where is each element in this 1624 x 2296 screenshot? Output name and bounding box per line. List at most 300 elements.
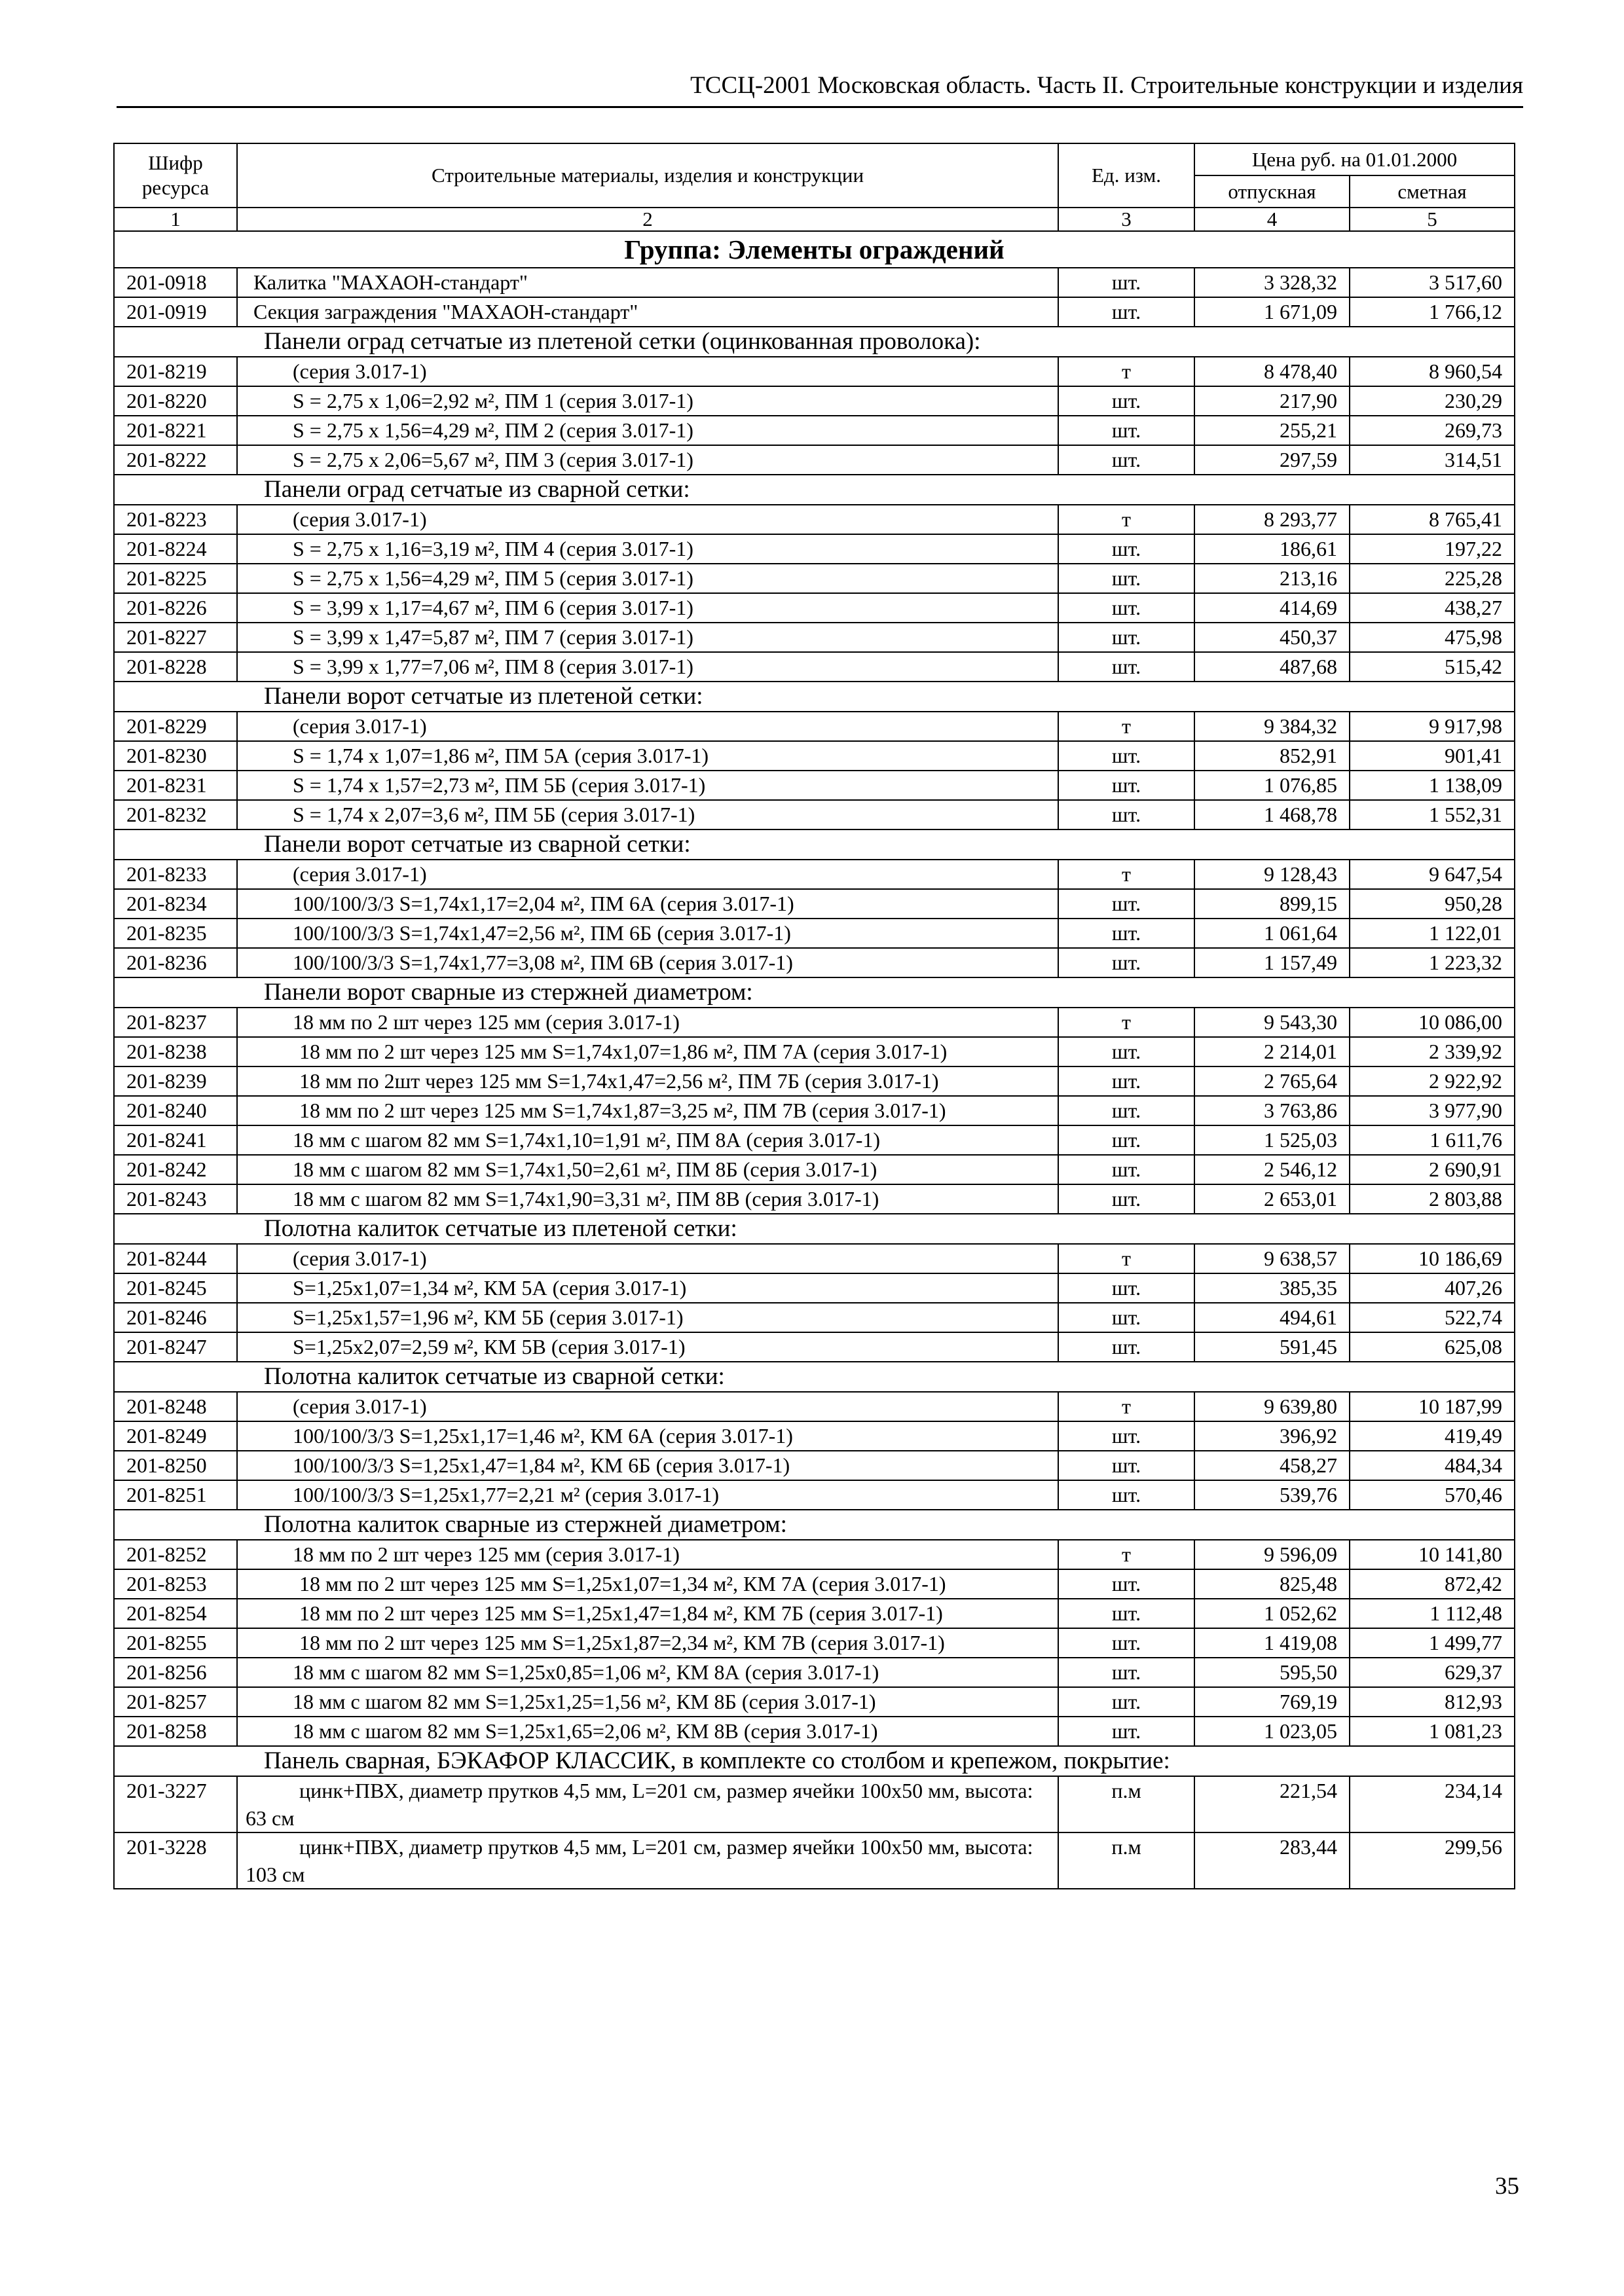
material-name-cell <box>237 1066 1058 1096</box>
resource-code: 201-8250 <box>114 1451 237 1480</box>
subgroup-title: Панели оград сетчатые из сварной сетки: <box>264 476 690 503</box>
table-row <box>114 771 1515 800</box>
release-price: 450,37 <box>1194 623 1350 652</box>
column-header-estimate-price: сметная <box>1350 175 1515 208</box>
estimate-price: 950,28 <box>1350 889 1515 919</box>
column-header-code: Шифр ресурса <box>114 143 237 208</box>
material-name-cell <box>237 948 1058 977</box>
unit: шт. <box>1058 297 1194 327</box>
material-name-cell <box>237 357 1058 386</box>
subgroup-row <box>114 1362 1515 1392</box>
estimate-price: 2 922,92 <box>1350 1066 1515 1096</box>
material-name: Калитка "МАХАОН-стандарт" <box>253 270 528 294</box>
unit: п.м <box>1058 1776 1194 1832</box>
table-row <box>114 1155 1515 1184</box>
estimate-price: 1 138,09 <box>1350 771 1515 800</box>
release-price: 2 765,64 <box>1194 1066 1350 1096</box>
estimate-price: 10 187,99 <box>1350 1392 1515 1421</box>
subgroup-row <box>114 977 1515 1008</box>
subgroup-row <box>114 475 1515 505</box>
release-price: 9 128,43 <box>1194 860 1350 889</box>
column-number: 3 <box>1058 208 1194 231</box>
estimate-price: 299,56 <box>1350 1832 1515 1889</box>
estimate-price: 234,14 <box>1350 1776 1515 1832</box>
material-name: Секция заграждения "МАХАОН-стандарт" <box>253 300 638 323</box>
table-row <box>114 1303 1515 1332</box>
table-row <box>114 1599 1515 1628</box>
release-price: 1 157,49 <box>1194 948 1350 977</box>
material-name-cell <box>237 386 1058 416</box>
subgroup-row <box>114 829 1515 860</box>
material-name-cell <box>237 593 1058 623</box>
material-name-cell <box>237 1273 1058 1303</box>
subgroup-cell <box>114 1510 1515 1540</box>
resource-code: 201-8224 <box>114 534 237 564</box>
material-name-cell <box>237 1776 1058 1832</box>
estimate-price: 625,08 <box>1350 1332 1515 1362</box>
subgroup-cell <box>114 977 1515 1008</box>
subgroup-cell <box>114 682 1515 712</box>
subgroup-cell <box>114 1214 1515 1244</box>
estimate-price: 8 960,54 <box>1350 357 1515 386</box>
subgroup-row <box>114 1214 1515 1244</box>
resource-code: 201-8249 <box>114 1421 237 1451</box>
unit: шт. <box>1058 416 1194 445</box>
table-row <box>114 652 1515 682</box>
unit: шт. <box>1058 1451 1194 1480</box>
resource-code: 201-8245 <box>114 1273 237 1303</box>
document-title: ТССЦ-2001 Московская область. Часть II. Строительные конструкции и изделия <box>690 72 1523 99</box>
unit: шт. <box>1058 1332 1194 1362</box>
release-price: 9 638,57 <box>1194 1244 1350 1273</box>
estimate-price: 197,22 <box>1350 534 1515 564</box>
material-name: S = 1,74 x 1,07=1,86 м², ПМ 5А (серия 3.017-1) <box>293 744 709 767</box>
estimate-price: 3 517,60 <box>1350 268 1515 297</box>
estimate-price: 484,34 <box>1350 1451 1515 1480</box>
table-row <box>114 1037 1515 1066</box>
material-name-cell <box>237 1096 1058 1125</box>
unit: т <box>1058 712 1194 741</box>
release-price: 8 478,40 <box>1194 357 1350 386</box>
unit: шт. <box>1058 1480 1194 1510</box>
estimate-price: 1 499,77 <box>1350 1628 1515 1658</box>
material-name: 100/100/3/3 S=1,74x1,77=3,08 м², ПМ 6В (серия 3.017-1) <box>293 951 793 974</box>
material-name-cell <box>237 1125 1058 1155</box>
table-row <box>114 534 1515 564</box>
resource-code: 201-8240 <box>114 1096 237 1125</box>
material-name-cell <box>237 652 1058 682</box>
subgroup-title: Панели оград сетчатые из плетеной сетки (оцинкованная проволока): <box>264 328 981 355</box>
table-row <box>114 1421 1515 1451</box>
subgroup-row <box>114 1510 1515 1540</box>
release-price: 2 653,01 <box>1194 1184 1350 1214</box>
estimate-price: 1 611,76 <box>1350 1125 1515 1155</box>
page-number: 35 <box>1495 2173 1519 2200</box>
estimate-price: 1 766,12 <box>1350 297 1515 327</box>
resource-code: 201-8223 <box>114 505 237 534</box>
release-price: 8 293,77 <box>1194 505 1350 534</box>
material-name-cell <box>237 1717 1058 1746</box>
resource-code: 201-8221 <box>114 416 237 445</box>
estimate-price: 812,93 <box>1350 1687 1515 1717</box>
estimate-price: 2 690,91 <box>1350 1155 1515 1184</box>
release-price: 385,35 <box>1194 1273 1350 1303</box>
table-row <box>114 505 1515 534</box>
column-header-price: Цена руб. на 01.01.2000 <box>1194 143 1515 175</box>
unit: шт. <box>1058 564 1194 593</box>
column-number-row <box>114 208 1515 231</box>
material-name-cell <box>237 445 1058 475</box>
column-header-release-price: отпускная <box>1194 175 1350 208</box>
release-price: 2 546,12 <box>1194 1155 1350 1184</box>
resource-code: 201-8251 <box>114 1480 237 1510</box>
subgroup-title: Полотна калиток сварные из стержней диаметром: <box>264 1511 787 1538</box>
release-price: 591,45 <box>1194 1332 1350 1362</box>
unit: шт. <box>1058 1184 1194 1214</box>
material-name-cell <box>237 623 1058 652</box>
resource-code: 201-8225 <box>114 564 237 593</box>
unit: шт. <box>1058 889 1194 919</box>
table-row <box>114 564 1515 593</box>
table-row <box>114 1832 1515 1889</box>
material-name: S=1,25x1,07=1,34 м², КМ 5А (серия 3.017-1) <box>293 1276 687 1300</box>
subgroup-cell <box>114 829 1515 860</box>
material-name-cell <box>237 297 1058 327</box>
unit: шт. <box>1058 623 1194 652</box>
table-row <box>114 712 1515 741</box>
table-row <box>114 1569 1515 1599</box>
material-name: 18 мм по 2 шт через 125 мм S=1,25x1,07=1,34 м², КМ 7А (серия 3.017-1) <box>299 1572 946 1595</box>
material-name: 18 мм с шагом 82 мм S=1,25x1,25=1,56 м², КМ 8Б (серия 3.017-1) <box>293 1690 876 1713</box>
release-price: 1 076,85 <box>1194 771 1350 800</box>
unit: шт. <box>1058 800 1194 829</box>
table-row <box>114 1392 1515 1421</box>
unit: шт. <box>1058 1066 1194 1096</box>
release-price: 899,15 <box>1194 889 1350 919</box>
material-name-cell <box>237 1451 1058 1480</box>
table-row <box>114 445 1515 475</box>
table-row <box>114 1066 1515 1096</box>
subgroup-cell <box>114 327 1515 357</box>
material-name-cell <box>237 1569 1058 1599</box>
material-name: 18 мм по 2 шт через 125 мм S=1,74x1,87=3,25 м², ПМ 7В (серия 3.017-1) <box>299 1099 946 1122</box>
resource-code: 201-8227 <box>114 623 237 652</box>
material-name: 18 мм с шагом 82 мм S=1,25x0,85=1,06 м², КМ 8А (серия 3.017-1) <box>293 1660 879 1684</box>
material-name: цинк+ПВХ, диаметр прутков 4,5 мм, L=201 см, размер ячейки 100x50 мм, высота: 103 см <box>246 1835 1033 1886</box>
release-price: 217,90 <box>1194 386 1350 416</box>
unit: шт. <box>1058 741 1194 771</box>
estimate-price: 8 765,41 <box>1350 505 1515 534</box>
estimate-price: 438,27 <box>1350 593 1515 623</box>
unit: шт. <box>1058 1569 1194 1599</box>
subgroup-title: Панель сварная, БЭКАФОР КЛАССИК, в комплекте со столбом и крепежом, покрытие: <box>264 1747 1170 1774</box>
release-price: 2 214,01 <box>1194 1037 1350 1066</box>
material-name: 100/100/3/3 S=1,25x1,47=1,84 м², КМ 6Б (серия 3.017-1) <box>293 1453 790 1477</box>
estimate-price: 10 186,69 <box>1350 1244 1515 1273</box>
estimate-price: 2 339,92 <box>1350 1037 1515 1066</box>
material-name: S=1,25x2,07=2,59 м², КМ 5В (серия 3.017-1) <box>293 1335 686 1358</box>
material-name-cell <box>237 1540 1058 1569</box>
table-row <box>114 1628 1515 1658</box>
material-name-cell <box>237 1392 1058 1421</box>
unit: шт. <box>1058 386 1194 416</box>
resource-code: 201-3228 <box>114 1832 237 1889</box>
material-name: S = 1,74 x 1,57=2,73 м², ПМ 5Б (серия 3.017-1) <box>293 773 706 797</box>
release-price: 825,48 <box>1194 1569 1350 1599</box>
material-name-cell <box>237 564 1058 593</box>
material-name: S=1,25x1,57=1,96 м², КМ 5Б (серия 3.017-1) <box>293 1305 684 1329</box>
material-name-cell <box>237 889 1058 919</box>
estimate-price: 230,29 <box>1350 386 1515 416</box>
material-name: S = 2,75 x 1,56=4,29 м², ПМ 2 (серия 3.017-1) <box>293 418 693 442</box>
group-title-row <box>114 231 1515 268</box>
material-name-cell <box>237 860 1058 889</box>
material-name-cell <box>237 1480 1058 1510</box>
estimate-price: 872,42 <box>1350 1569 1515 1599</box>
table-row <box>114 800 1515 829</box>
release-price: 1 468,78 <box>1194 800 1350 829</box>
subgroup-row <box>114 1746 1515 1776</box>
unit: шт. <box>1058 1599 1194 1628</box>
subgroup-title: Панели ворот сетчатые из сварной сетки: <box>264 831 691 858</box>
material-name-cell <box>237 1037 1058 1066</box>
column-number: 5 <box>1350 208 1515 231</box>
material-name: S = 3,99 x 1,17=4,67 м², ПМ 6 (серия 3.017-1) <box>293 596 693 619</box>
resource-code: 201-8230 <box>114 741 237 771</box>
resource-code: 201-8241 <box>114 1125 237 1155</box>
table-row <box>114 1184 1515 1214</box>
material-name-cell <box>237 919 1058 948</box>
estimate-price: 269,73 <box>1350 416 1515 445</box>
release-price: 494,61 <box>1194 1303 1350 1332</box>
estimate-price: 1 122,01 <box>1350 919 1515 948</box>
material-name-cell <box>237 712 1058 741</box>
table-row <box>114 1687 1515 1717</box>
release-price: 769,19 <box>1194 1687 1350 1717</box>
release-price: 414,69 <box>1194 593 1350 623</box>
material-name: (серия 3.017-1) <box>293 714 427 738</box>
estimate-price: 1 223,32 <box>1350 948 1515 977</box>
release-price: 283,44 <box>1194 1832 1350 1889</box>
material-name: 100/100/3/3 S=1,25x1,17=1,46 м², КМ 6А (серия 3.017-1) <box>293 1424 793 1448</box>
group-title: Группа: Элементы ограждений <box>114 231 1515 268</box>
material-name: 18 мм по 2 шт через 125 мм (серия 3.017-1) <box>293 1542 680 1566</box>
resource-code: 201-8254 <box>114 1599 237 1628</box>
column-number: 2 <box>237 208 1058 231</box>
table-row <box>114 919 1515 948</box>
estimate-price: 314,51 <box>1350 445 1515 475</box>
material-name: 18 мм с шагом 82 мм S=1,25x1,65=2,06 м², КМ 8В (серия 3.017-1) <box>293 1719 878 1743</box>
resource-code: 201-8257 <box>114 1687 237 1717</box>
release-price: 255,21 <box>1194 416 1350 445</box>
release-price: 595,50 <box>1194 1658 1350 1687</box>
material-name: 100/100/3/3 S=1,74x1,17=2,04 м², ПМ 6А (серия 3.017-1) <box>293 892 794 915</box>
resource-code: 201-3227 <box>114 1776 237 1832</box>
table-row <box>114 1540 1515 1569</box>
table-row <box>114 623 1515 652</box>
resource-code: 201-8252 <box>114 1540 237 1569</box>
column-number: 1 <box>114 208 237 231</box>
column-header-name: Строительные материалы, изделия и конструкции <box>237 143 1058 208</box>
material-name: (серия 3.017-1) <box>293 507 427 531</box>
release-price: 852,91 <box>1194 741 1350 771</box>
unit: шт. <box>1058 1687 1194 1717</box>
table-header <box>114 143 1515 231</box>
release-price: 9 596,09 <box>1194 1540 1350 1569</box>
unit: шт. <box>1058 948 1194 977</box>
unit: шт. <box>1058 593 1194 623</box>
material-name: 100/100/3/3 S=1,25x1,77=2,21 м² (серия 3.017-1) <box>293 1483 720 1506</box>
table-row <box>114 1008 1515 1037</box>
subgroup-row <box>114 327 1515 357</box>
unit: шт. <box>1058 919 1194 948</box>
resource-code: 201-8247 <box>114 1332 237 1362</box>
table-row <box>114 1480 1515 1510</box>
material-name: (серия 3.017-1) <box>293 1394 427 1418</box>
material-name: 18 мм с шагом 82 мм S=1,74x1,50=2,61 м², ПМ 8Б (серия 3.017-1) <box>293 1157 877 1181</box>
release-price: 1 023,05 <box>1194 1717 1350 1746</box>
material-name-cell <box>237 1628 1058 1658</box>
resource-code: 201-0918 <box>114 268 237 297</box>
estimate-price: 1 112,48 <box>1350 1599 1515 1628</box>
resource-code: 201-8220 <box>114 386 237 416</box>
estimate-price: 629,37 <box>1350 1658 1515 1687</box>
unit: п.м <box>1058 1832 1194 1889</box>
table-body <box>114 231 1515 1889</box>
estimate-price: 1 552,31 <box>1350 800 1515 829</box>
material-name-cell <box>237 1832 1058 1889</box>
material-name: 18 мм по 2 шт через 125 мм S=1,25x1,87=2,34 м², КМ 7В (серия 3.017-1) <box>299 1631 945 1654</box>
unit: шт. <box>1058 445 1194 475</box>
table-row <box>114 1776 1515 1832</box>
estimate-price: 1 081,23 <box>1350 1717 1515 1746</box>
material-name: 100/100/3/3 S=1,74x1,47=2,56 м², ПМ 6Б (серия 3.017-1) <box>293 921 791 945</box>
material-name-cell <box>237 1184 1058 1214</box>
resource-code: 201-8238 <box>114 1037 237 1066</box>
unit: шт. <box>1058 1096 1194 1125</box>
release-price: 9 543,30 <box>1194 1008 1350 1037</box>
material-name: 18 мм по 2 шт через 125 мм (серия 3.017-1) <box>293 1010 680 1034</box>
release-price: 9 639,80 <box>1194 1392 1350 1421</box>
material-name-cell <box>237 1599 1058 1628</box>
unit: т <box>1058 357 1194 386</box>
table-row <box>114 357 1515 386</box>
material-name: (серия 3.017-1) <box>293 359 427 383</box>
column-number: 4 <box>1194 208 1350 231</box>
material-name: 18 мм по 2 шт через 125 мм S=1,25x1,47=1,84 м², КМ 7Б (серия 3.017-1) <box>299 1601 943 1625</box>
subgroup-title: Полотна калиток сетчатые из сварной сетки: <box>264 1363 725 1390</box>
material-name-cell <box>237 1421 1058 1451</box>
table-row <box>114 889 1515 919</box>
resource-code: 201-0919 <box>114 297 237 327</box>
table-row <box>114 741 1515 771</box>
resource-code: 201-8229 <box>114 712 237 741</box>
resource-code: 201-8242 <box>114 1155 237 1184</box>
subgroup-row <box>114 682 1515 712</box>
resource-code: 201-8244 <box>114 1244 237 1273</box>
unit: шт. <box>1058 771 1194 800</box>
material-name-cell <box>237 1244 1058 1273</box>
material-name: S = 1,74 x 2,07=3,6 м², ПМ 5Б (серия 3.017-1) <box>293 803 695 826</box>
resource-code: 201-8255 <box>114 1628 237 1658</box>
material-name-cell <box>237 534 1058 564</box>
material-name: (серия 3.017-1) <box>293 862 427 886</box>
material-name-cell <box>237 800 1058 829</box>
material-name-cell <box>237 1008 1058 1037</box>
material-name: S = 3,99 x 1,47=5,87 м², ПМ 7 (серия 3.017-1) <box>293 625 693 649</box>
material-name: (серия 3.017-1) <box>293 1247 427 1270</box>
page-header <box>117 65 1523 108</box>
release-price: 1 061,64 <box>1194 919 1350 948</box>
estimate-price: 9 917,98 <box>1350 712 1515 741</box>
release-price: 487,68 <box>1194 652 1350 682</box>
resource-code: 201-8256 <box>114 1658 237 1687</box>
subgroup-title: Полотна калиток сетчатые из плетеной сетки: <box>264 1215 737 1242</box>
release-price: 539,76 <box>1194 1480 1350 1510</box>
material-name: 18 мм по 2шт через 125 мм S=1,74x1,47=2,56 м², ПМ 7Б (серия 3.017-1) <box>299 1069 939 1093</box>
table-row <box>114 1273 1515 1303</box>
release-price: 458,27 <box>1194 1451 1350 1480</box>
unit: т <box>1058 1244 1194 1273</box>
resource-code: 201-8232 <box>114 800 237 829</box>
release-price: 3 763,86 <box>1194 1096 1350 1125</box>
resource-code: 201-8228 <box>114 652 237 682</box>
release-price: 9 384,32 <box>1194 712 1350 741</box>
unit: шт. <box>1058 1155 1194 1184</box>
table-row <box>114 1096 1515 1125</box>
table-row <box>114 1451 1515 1480</box>
estimate-price: 407,26 <box>1350 1273 1515 1303</box>
release-price: 221,54 <box>1194 1776 1350 1832</box>
material-name-cell <box>237 1303 1058 1332</box>
unit: т <box>1058 1392 1194 1421</box>
material-name-cell <box>237 1687 1058 1717</box>
resource-code: 201-8222 <box>114 445 237 475</box>
resource-code: 201-8235 <box>114 919 237 948</box>
material-name: цинк+ПВХ, диаметр прутков 4,5 мм, L=201 см, размер ячейки 100x50 мм, высота: 63 см <box>246 1779 1033 1830</box>
resource-code: 201-8239 <box>114 1066 237 1096</box>
resource-code: 201-8237 <box>114 1008 237 1037</box>
estimate-price: 515,42 <box>1350 652 1515 682</box>
release-price: 396,92 <box>1194 1421 1350 1451</box>
unit: шт. <box>1058 268 1194 297</box>
resource-code: 201-8246 <box>114 1303 237 1332</box>
material-name-cell <box>237 268 1058 297</box>
material-name: S = 2,75 x 1,16=3,19 м², ПМ 4 (серия 3.017-1) <box>293 537 693 560</box>
table-row <box>114 1658 1515 1687</box>
resource-code: 201-8253 <box>114 1569 237 1599</box>
unit: шт. <box>1058 1303 1194 1332</box>
release-price: 1 671,09 <box>1194 297 1350 327</box>
material-name: S = 2,75 x 1,56=4,29 м², ПМ 5 (серия 3.017-1) <box>293 566 693 590</box>
column-header-unit: Ед. изм. <box>1058 143 1194 208</box>
material-name: S = 3,99 x 1,77=7,06 м², ПМ 8 (серия 3.017-1) <box>293 655 693 678</box>
table-row <box>114 593 1515 623</box>
table-row <box>114 268 1515 297</box>
estimate-price: 225,28 <box>1350 564 1515 593</box>
table-row <box>114 860 1515 889</box>
material-name-cell <box>237 741 1058 771</box>
material-name: 18 мм с шагом 82 мм S=1,74x1,10=1,91 м², ПМ 8А (серия 3.017-1) <box>293 1128 881 1152</box>
unit: т <box>1058 505 1194 534</box>
price-table <box>113 143 1515 1889</box>
unit: шт. <box>1058 1421 1194 1451</box>
subgroup-cell <box>114 475 1515 505</box>
table-row <box>114 1332 1515 1362</box>
release-price: 1 052,62 <box>1194 1599 1350 1628</box>
resource-code: 201-8233 <box>114 860 237 889</box>
material-name-cell <box>237 1658 1058 1687</box>
